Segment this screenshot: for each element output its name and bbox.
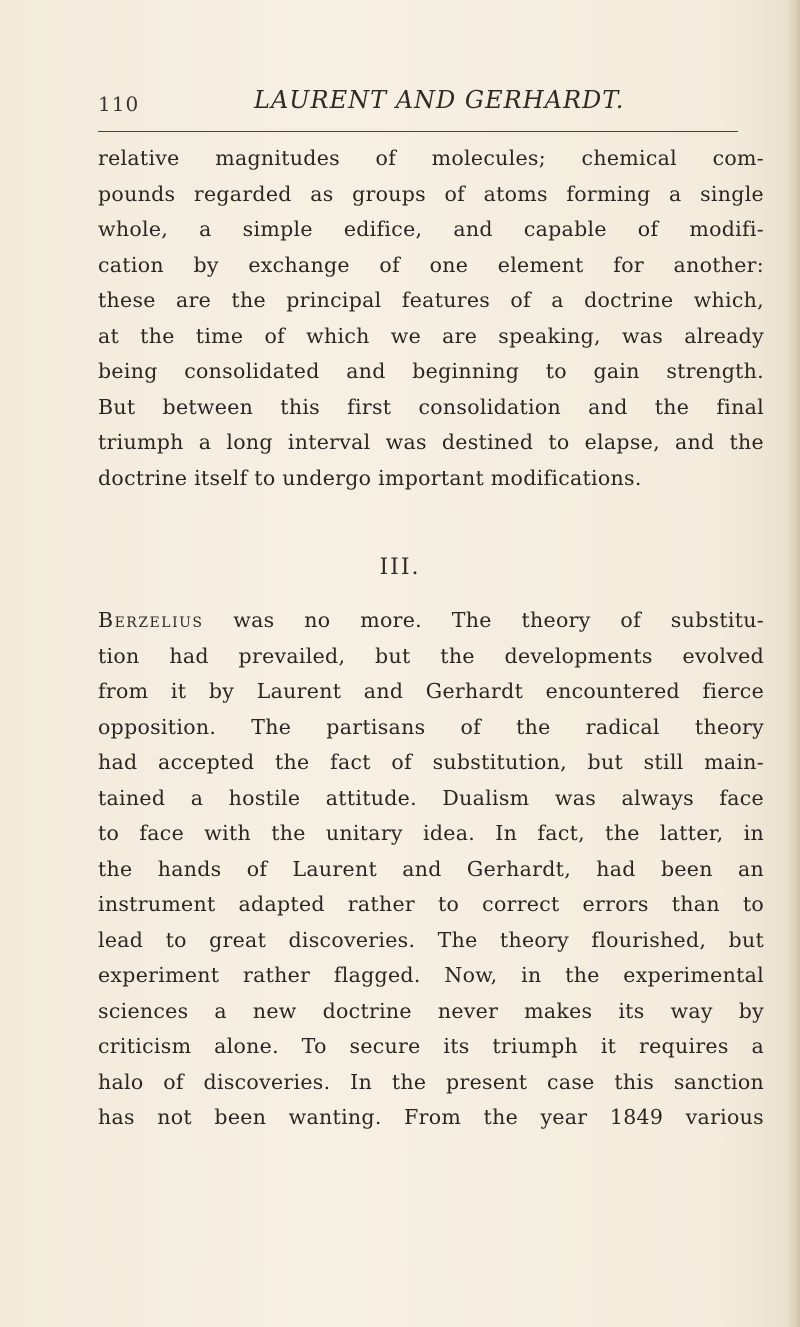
paragraph-line: the hands of Laurent and Gerhardt, had been an (98, 856, 764, 881)
paragraph-line: relative magnitudes of molecules; chemical com- (98, 146, 764, 170)
paragraph-line: But between this first consolidation and the final (98, 394, 764, 419)
first-line-rest: was no more. The theory of substitu- (203, 608, 764, 632)
paragraph-first-line (98, 603, 764, 639)
paragraph-line: had accepted the fact of substitution, but still main- (98, 750, 764, 774)
paragraph-line: to face with the unitary idea. In fact, the latter, in (98, 821, 764, 845)
paragraph-line: instrument adapted rather to correct errors than to (98, 892, 764, 916)
paragraph-line: opposition. The partisans of the radical theory (98, 714, 764, 739)
page-edge-shadow (786, 0, 800, 1327)
running-head: LAURENT AND GERHARDT. (254, 86, 625, 114)
paragraph-1 (98, 141, 764, 496)
paragraph-line: tained a hostile attitude. Dualism was always face (98, 785, 764, 810)
paragraph-line: experiment rather flagged. Now, in the experimental (98, 963, 764, 987)
paragraph-line: lead to great discoveries. The theory flourished, but (98, 927, 764, 952)
paragraph-line: tion had prevailed, but the developments evolved (98, 643, 764, 668)
paragraph-line: halo of discoveries. In the present case this sanction (98, 1069, 764, 1094)
paragraph-line: pounds regarded as groups of atoms forming a single (98, 181, 764, 206)
page-header (98, 86, 738, 120)
paragraph-line: has not been wanting. From the year 1849 various (98, 1105, 764, 1129)
paragraph-line: at the time of which we are speaking, was already (98, 323, 764, 348)
paragraph-line: cation by exchange of one element for another: (98, 252, 764, 277)
paragraph-line: doctrine itself to undergo important modifications. (98, 465, 642, 490)
page-number: 110 (98, 92, 140, 116)
paragraph-line: triumph a long interval was destined to elapse, and the (98, 430, 764, 454)
section-heading: III. (379, 555, 421, 580)
drop-word: Berzelius (98, 608, 204, 632)
paragraph-line: criticism alone. To secure its triumph it requires a (98, 1034, 764, 1058)
paragraph-line: these are the principal features of a doctrine which, (98, 288, 764, 312)
paragraph-line: sciences a new doctrine never makes its way by (98, 998, 764, 1023)
paragraph-2 (98, 603, 764, 1136)
paragraph-line: being consolidated and beginning to gain strength. (98, 359, 764, 383)
paragraph-line: whole, a simple edifice, and capable of modifi- (98, 217, 764, 241)
header-rule (98, 131, 738, 132)
paragraph-line: from it by Laurent and Gerhardt encountered fierce (98, 679, 764, 703)
